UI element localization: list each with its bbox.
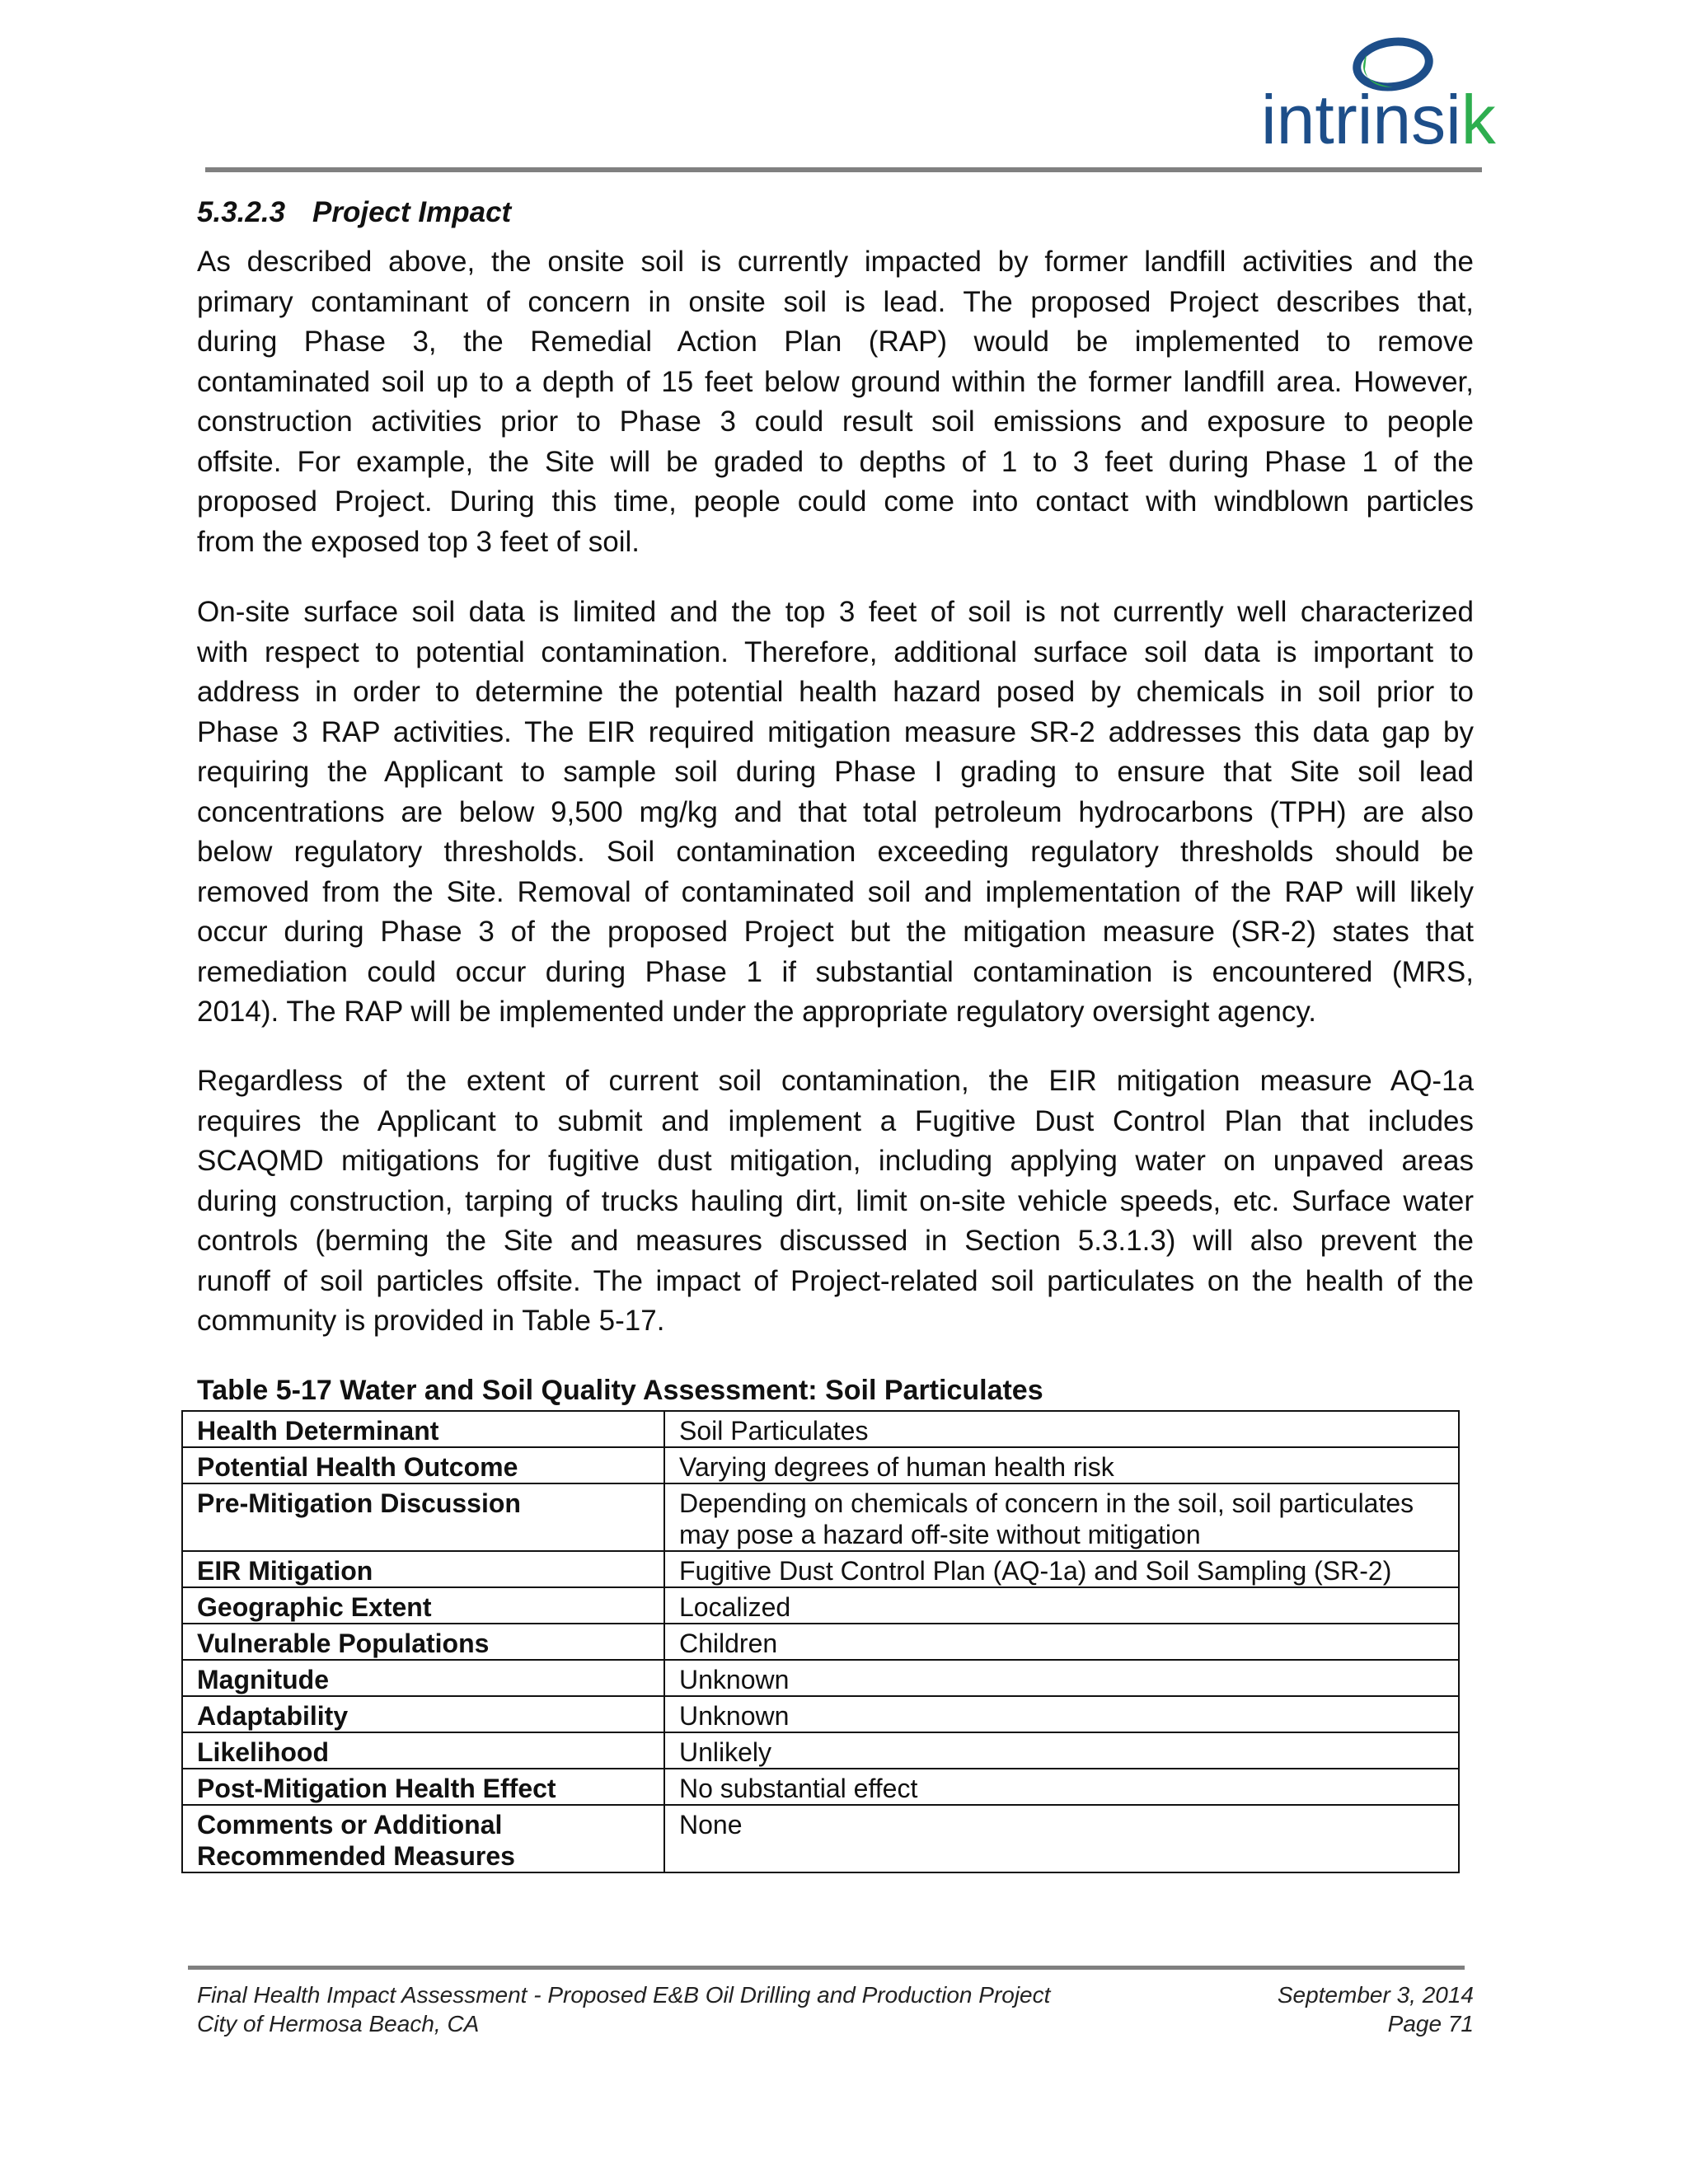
paragraph-line: from the exposed top 3 feet of soil. [197,525,640,558]
row-label: Magnitude [182,1660,664,1696]
paragraph-line: concentrations are below 9,500 mg/kg and that total petroleum hydrocarbons (TPH) are also [197,795,1474,828]
paragraph-line: As described above, the onsite soil is currently impacted by former landfill activities and the [197,246,1474,278]
table-row [182,1660,1459,1696]
row-value: None [664,1805,1459,1872]
paragraph-line: requiring the Applicant to sample soil during Phase I grading to ensure that Site soil lead [197,756,1474,788]
paragraph-line: runoff of soil particles offsite. The impact of Project-related soil particulates on the health of the [197,1264,1474,1297]
paragraph-line: primary contaminant of concern in onsite soil is lead. The proposed Project describes that, [197,285,1474,318]
paragraph-line: removed from the Site. Removal of contaminated soil and implementation of the RAP will likely [197,875,1474,908]
paragraph-line: occur during Phase 3 of the proposed Project but the mitigation measure (SR-2) states that [197,916,1474,948]
row-label: Likelihood [182,1732,664,1769]
paragraph-line: requires the Applicant to submit and implement a Fugitive Dust Control Plan that includes [197,1104,1474,1137]
paragraph-line: offsite. For example, the Site will be graded to depths of 1 to 3 feet during Phase 1 of the [197,445,1474,478]
paragraph-line: below regulatory thresholds. Soil contamination exceeding regulatory thresholds should be [197,836,1474,868]
table-row [182,1769,1459,1805]
table-row [182,1551,1459,1587]
table-row [182,1447,1459,1483]
row-value: Unlikely [664,1732,1459,1769]
footer-line-2 [197,2011,1474,2037]
paragraph-line: proposed Project. During this time, people could come into contact with windblown particles [197,485,1474,518]
table-row [182,1696,1459,1732]
table-row [182,1805,1459,1872]
paragraph-line: 2014). The RAP will be implemented under the appropriate regulatory oversight agency. [197,996,1317,1028]
table-row [182,1483,1459,1551]
paragraph-2 [197,593,1474,1033]
row-label: Pre-Mitigation Discussion [182,1483,664,1551]
row-label: Adaptability [182,1696,664,1732]
row-value: No substantial effect [664,1769,1459,1805]
paragraph-line: community is provided in Table 5-17. [197,1305,665,1337]
paragraph-line: contaminated soil up to a depth of 15 feet below ground within the former landfill area. However, [197,365,1474,398]
footer-rule [188,1966,1465,1970]
paragraph-line: SCAQMD mitigations for fugitive dust mitigation, including applying water on unpaved areas [197,1145,1474,1177]
svg-text:intrinsik: intrinsik [1261,81,1496,153]
paragraph-line: controls (berming the Site and measures discussed in Section 5.3.1.3) will also prevent the [197,1225,1474,1257]
paragraph-line: construction activities prior to Phase 3 could result soil emissions and exposure to people [197,405,1474,438]
paragraph-line: Regardless of the extent of current soil contamination, the EIR mitigation measure AQ-1a [197,1065,1474,1097]
row-label: Vulnerable Populations [182,1624,664,1660]
table-row [182,1587,1459,1624]
table-row [182,1624,1459,1660]
row-label: EIR Mitigation [182,1551,664,1587]
row-label: Geographic Extent [182,1587,664,1624]
row-value: Unknown [664,1660,1459,1696]
footer-line-1 [197,1982,1474,2008]
paragraph-3 [197,1062,1474,1342]
section-heading [197,196,511,229]
paragraph-line: during Phase 3, the Remedial Action Plan (RAP) would be implemented to remove [197,326,1474,358]
table-row [182,1411,1459,1447]
paragraph-line: remediation could occur during Phase 1 if substantial contamination is encountered (MRS, [197,955,1474,988]
table-title: Table 5-17 Water and Soil Quality Assessment: Soil Particulates [197,1375,1043,1406]
paragraph-line: Phase 3 RAP activities. The EIR required mitigation measure SR-2 addresses this data gap by [197,715,1474,748]
table-row [182,1732,1459,1769]
row-value: Fugitive Dust Control Plan (AQ-1a) and Soil Sampling (SR-2) [664,1551,1459,1587]
paragraph-line: during construction, tarping of trucks hauling dirt, limit on-site vehicle speeds, etc. Surface water [197,1184,1474,1217]
paragraph-line: address in order to determine the potential health hazard posed by chemicals in soil prior to [197,676,1474,708]
paragraph-line: On-site surface soil data is limited and the top 3 feet of soil is not currently well characterized [197,596,1474,628]
footer-date: September 3, 2014 [1277,1982,1474,2008]
header-rule [205,167,1482,172]
footer-location: City of Hermosa Beach, CA [197,2011,480,2036]
assessment-table [181,1410,1460,1873]
footer-document-title: Final Health Impact Assessment - Proposed E&B Oil Drilling and Production Project [197,1982,1051,2008]
row-value: Varying degrees of human health risk [664,1447,1459,1483]
section-title: Project Impact [312,196,512,228]
row-label: Post-Mitigation Health Effect [182,1769,664,1805]
section-number: 5.3.2.3 [197,196,286,228]
row-value: Soil Particulates [664,1411,1459,1447]
row-value: Depending on chemicals of concern in the soil, soil particulates may pose a hazard off-site without mitigation [664,1483,1459,1551]
intrinsik-logo [1261,30,1500,153]
row-label: Health Determinant [182,1411,664,1447]
row-label: Potential Health Outcome [182,1447,664,1483]
row-value: Children [664,1624,1459,1660]
footer-page-number: Page 71 [1387,2011,1474,2036]
row-label: Comments or Additional Recommended Measures [182,1805,664,1872]
row-value: Localized [664,1587,1459,1624]
paragraph-line: with respect to potential contamination. Therefore, additional surface soil data is important to [197,635,1474,668]
row-value: Unknown [664,1696,1459,1732]
paragraph-1 [197,242,1474,562]
